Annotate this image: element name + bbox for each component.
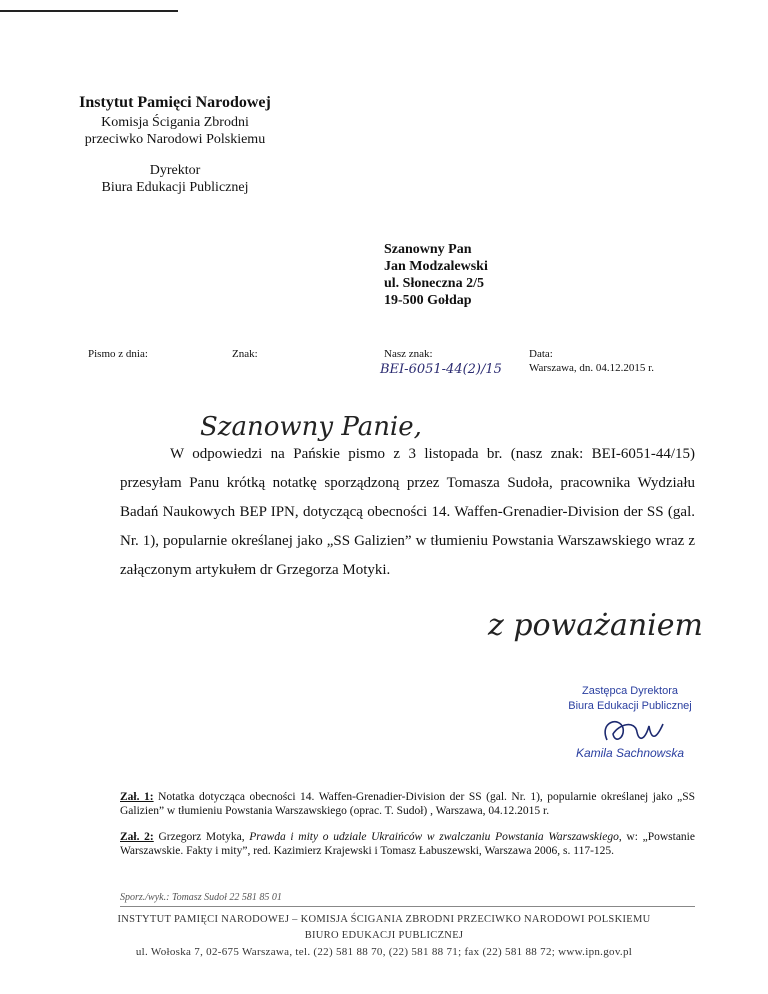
data-label: Data: — [529, 348, 553, 360]
signature-title: Zastępca Dyrektora — [582, 685, 678, 697]
letter-body — [120, 440, 695, 585]
greeting-handwritten: Szanowny Panie, — [200, 412, 422, 442]
attachment-1 — [120, 790, 695, 818]
closing-handwritten: z poważaniem — [488, 608, 703, 643]
signature-dept: Biura Edukacji Publicznej — [568, 700, 692, 712]
recipient-name: Jan Modzalewski — [384, 259, 488, 274]
institution-name: Instytut Pamięci Narodowej — [79, 94, 271, 111]
data-value: Warszawa, dn. 04.12.2015 r. — [529, 362, 654, 374]
nasz-znak-handwritten: BEI-6051-44(2)/15 — [380, 362, 502, 377]
footer-line1: INSTYTUT PAMIĘCI NARODOWEJ – KOMISJA ŚCIGANIA ZBRODNI PRZECIWKO NARODOWI POLSKIEMU — [117, 914, 651, 925]
top-rule — [0, 10, 178, 12]
institution-line2: przeciwko Narodowi Polskiemu — [84, 132, 266, 147]
dept-name: Biura Edukacji Publicznej — [101, 180, 249, 195]
prepared-by: Sporz./wyk.: Tomasz Sudoł 22 581 85 01 — [120, 892, 282, 903]
dept-title: Dyrektor — [149, 163, 201, 178]
attachment-2-title: Prawda i mity o udziale Ukraińców w zwalczaniu Powstania Warszawskiego — [249, 831, 619, 843]
nasz-znak-label: Nasz znak: — [384, 348, 433, 360]
handwritten-signature — [585, 714, 675, 746]
attachment-2-text-after: , w: „Powstanie Warszawskie. Fakty i mity”, red. Kazimierz Krajewski i Tomasz Łabuszewski, Warszawa 2006, s. 117-125. — [120, 831, 695, 857]
body-paragraph: W odpowiedzi na Pańskie pismo z 3 listopada br. (nasz znak: BEI-6051-44/15) przesyłam Panu krótką notatkę sporządzoną przez Tomasza Sudoła, pracownika Wydziału Badań Naukowych BEP IPN, dotyczącą obecności 14. Waffen-Grenadier-Division der SS (gal. Nr. 1), popularnie określanej jako „SS Galizien” w tłumieniu Powstania Warszawskiego wraz z załączonym artykułem dr Grzegorza Motyki. — [120, 446, 695, 578]
attachment-2-text-before: Grzegorz Motyka, — [158, 831, 250, 843]
attachment-1-label: Zał. 1: — [120, 791, 154, 803]
recipient-salutation: Szanowny Pan — [384, 242, 472, 257]
signature-name: Kamila Sachnowska — [575, 746, 685, 760]
znak-label: Znak: — [232, 348, 258, 360]
recipient-street: ul. Słoneczna 2/5 — [384, 276, 484, 291]
footer-line3: ul. Wołoska 7, 02-675 Warszawa, tel. (22) 581 88 70, (22) 581 88 71; fax (22) 581 88 72; www.ipn.gov.pl — [135, 946, 633, 958]
institution-line1: Komisja Ścigania Zbrodni — [101, 115, 249, 130]
footer-rule — [120, 906, 695, 907]
pismo-label: Pismo z dnia: — [88, 348, 148, 360]
attachment-2-label: Zał. 2: — [120, 831, 154, 843]
footer-line2: BIURO EDUKACJI PUBLICZNEJ — [304, 930, 464, 941]
attachment-1-text: Notatka dotycząca obecności 14. Waffen-Grenadier-Division der SS (gal. Nr. 1), popularnie określanej jako „SS Galizien” w tłumieniu Powstania Warszawskiego (oprac. T. Sudoł) , Warszawa, 04.12.2015 r. — [120, 791, 695, 817]
signature-stamp — [530, 684, 730, 761]
attachment-2 — [120, 830, 695, 858]
recipient-city: 19-500 Gołdap — [384, 293, 472, 308]
